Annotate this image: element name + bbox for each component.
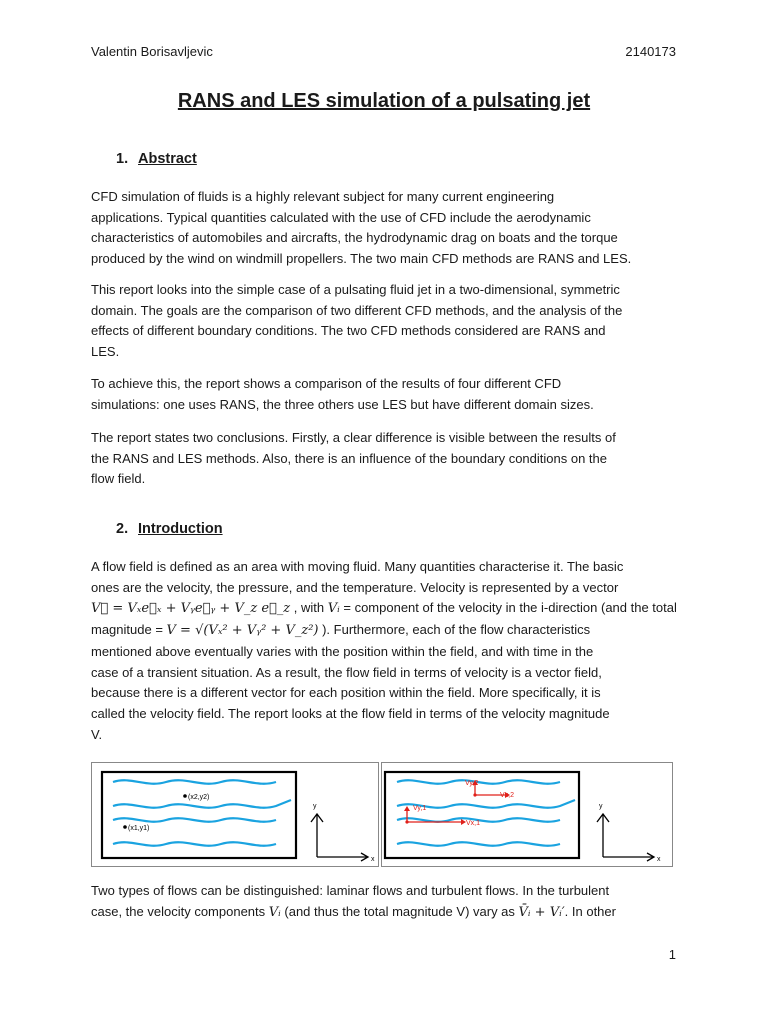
axis-label-y: y [313, 803, 317, 810]
label-vx2: Vx,2 [500, 792, 515, 799]
introduction-paragraph [91, 557, 681, 745]
panel-frame [92, 763, 379, 867]
abstract-paragraph-4 [91, 428, 681, 490]
text-line: The report states two conclusions. Firstly, a clear difference is visible between the results of [91, 430, 616, 445]
axis-label-x: x [657, 856, 661, 863]
text-line: effects of different boundary conditions. The two CFD methods considered are RANS and [91, 323, 606, 339]
text-line: A flow field is defined as an area with moving fluid. Many quantities characterise it. The basic [91, 559, 624, 574]
streamline [113, 780, 276, 783]
header-student-id: 2140173 [625, 44, 676, 59]
equation-line [91, 620, 681, 642]
text-line: case of a transient situation. As a result, the flow field in terms of velocity is a vector field, [91, 664, 602, 680]
streamlines [397, 780, 575, 845]
streamline [113, 818, 276, 821]
label-vy2: Vy,2 [465, 780, 479, 787]
section-number: 2. [116, 521, 129, 537]
text-fragment: . In other [564, 903, 616, 919]
text-line: This report looks into the simple case of a pulsating fluid jet in a two-dimensional, symmetric [91, 282, 620, 297]
axes [311, 814, 368, 861]
abstract-paragraph-2 [91, 280, 681, 363]
text-line: CFD simulation of fluids is a highly relevant subject for many current engineering [91, 189, 555, 204]
label-vx1: Vx,1 [466, 820, 481, 827]
streamline [113, 800, 291, 808]
text-line: applications. Typical quantities calculated with the use of CFD include the aerodynamic [91, 209, 591, 225]
axes [597, 814, 654, 861]
streamline [113, 842, 276, 845]
section-heading-abstract [116, 151, 197, 167]
text-line: because there is a different vector for each position within the field. More specifically, it is [91, 685, 601, 701]
section-number: 1. [116, 151, 129, 167]
post-figure-paragraph [91, 881, 681, 923]
abstract-paragraph-3 [91, 374, 681, 415]
vector-arrowhead [404, 806, 410, 811]
text-fragment: magnitude = [91, 622, 167, 638]
point-label-x1y1: (x1,y1) [128, 825, 150, 832]
axis-label-y: y [599, 803, 603, 810]
header-author: Valentin Borisavljevic [91, 44, 213, 59]
point-label-x2y2: (x2,y2) [188, 794, 210, 801]
section-heading-introduction [116, 521, 223, 537]
label-vy1: Vy,1 [413, 805, 427, 812]
velocity-component-symbol: Vᵢ [327, 601, 340, 617]
text-line: mentioned above eventually varies with the position within the field, and with time in the [91, 643, 594, 659]
text-line: V. [91, 726, 103, 742]
velocity-component-symbol: Vᵢ [268, 904, 281, 920]
text-fragment: case, the velocity components [91, 903, 269, 919]
streamlines [113, 780, 291, 845]
abstract-paragraph-1 [91, 187, 681, 270]
text-fragment: ). Furthermore, each of the flow characteristics [318, 622, 591, 638]
text-line: called the velocity field. The report looks at the flow field in terms of the velocity magnitude [91, 705, 610, 721]
text-line: the RANS and LES methods. Also, there is an influence of the boundary conditions on the [91, 450, 607, 466]
text-fragment: = component of the velocity in the i-direction (and the total [339, 600, 677, 616]
text-line: domain. The goals are the comparison of two different CFD methods, and the analysis of the [91, 302, 623, 318]
flow-field-figure [91, 762, 673, 868]
figure-left-panel [92, 763, 379, 867]
figure-right-panel [382, 763, 673, 867]
text-line: ones are the velocity, the pressure, and the temperature. Velocity is represented by a vector [91, 579, 619, 595]
text-fragment: , with [290, 600, 328, 616]
text-fragment: (and thus the total magnitude V) vary as [280, 903, 519, 919]
text-line: produced by the wind on windmill propellers. The two main CFD methods are RANS and LES. [91, 251, 632, 267]
point-marker [123, 825, 127, 829]
streamline [397, 780, 560, 783]
section-title: Introduction [138, 521, 223, 537]
text-line: flow field. [91, 471, 146, 487]
velocity-magnitude-equation: V = √(Vₓ² + Vᵧ² + V_z²) [166, 623, 319, 639]
text-line: LES. [91, 344, 120, 360]
point-marker [183, 794, 187, 798]
page-number: 1 [668, 947, 676, 962]
equation-line [91, 902, 681, 924]
turbulent-decomposition-equation: V̄ᵢ + Vᵢ′ [518, 904, 565, 920]
axis-label-x: x [371, 856, 375, 863]
equation-line [91, 598, 681, 620]
page-title: RANS and LES simulation of a pulsating jet [177, 90, 591, 112]
section-title: Abstract [138, 151, 197, 167]
text-line: Two types of flows can be distinguished: laminar flows and turbulent flows. In the turbulent [91, 883, 610, 898]
text-line: simulations: one uses RANS, the three others use LES but have different domain sizes. [91, 396, 594, 412]
text-line: To achieve this, the report shows a comparison of the results of four different CFD [91, 376, 562, 391]
panel-frame [382, 763, 673, 867]
velocity-vector-equation: V⃗ = Vₓe⃗ₓ + Vᵧe⃗ᵧ + V_z e⃗_z [91, 601, 291, 617]
streamline [397, 842, 560, 845]
text-line: characteristics of automobiles and aircrafts, the hydrodynamic drag on boats and the torque [91, 230, 618, 246]
